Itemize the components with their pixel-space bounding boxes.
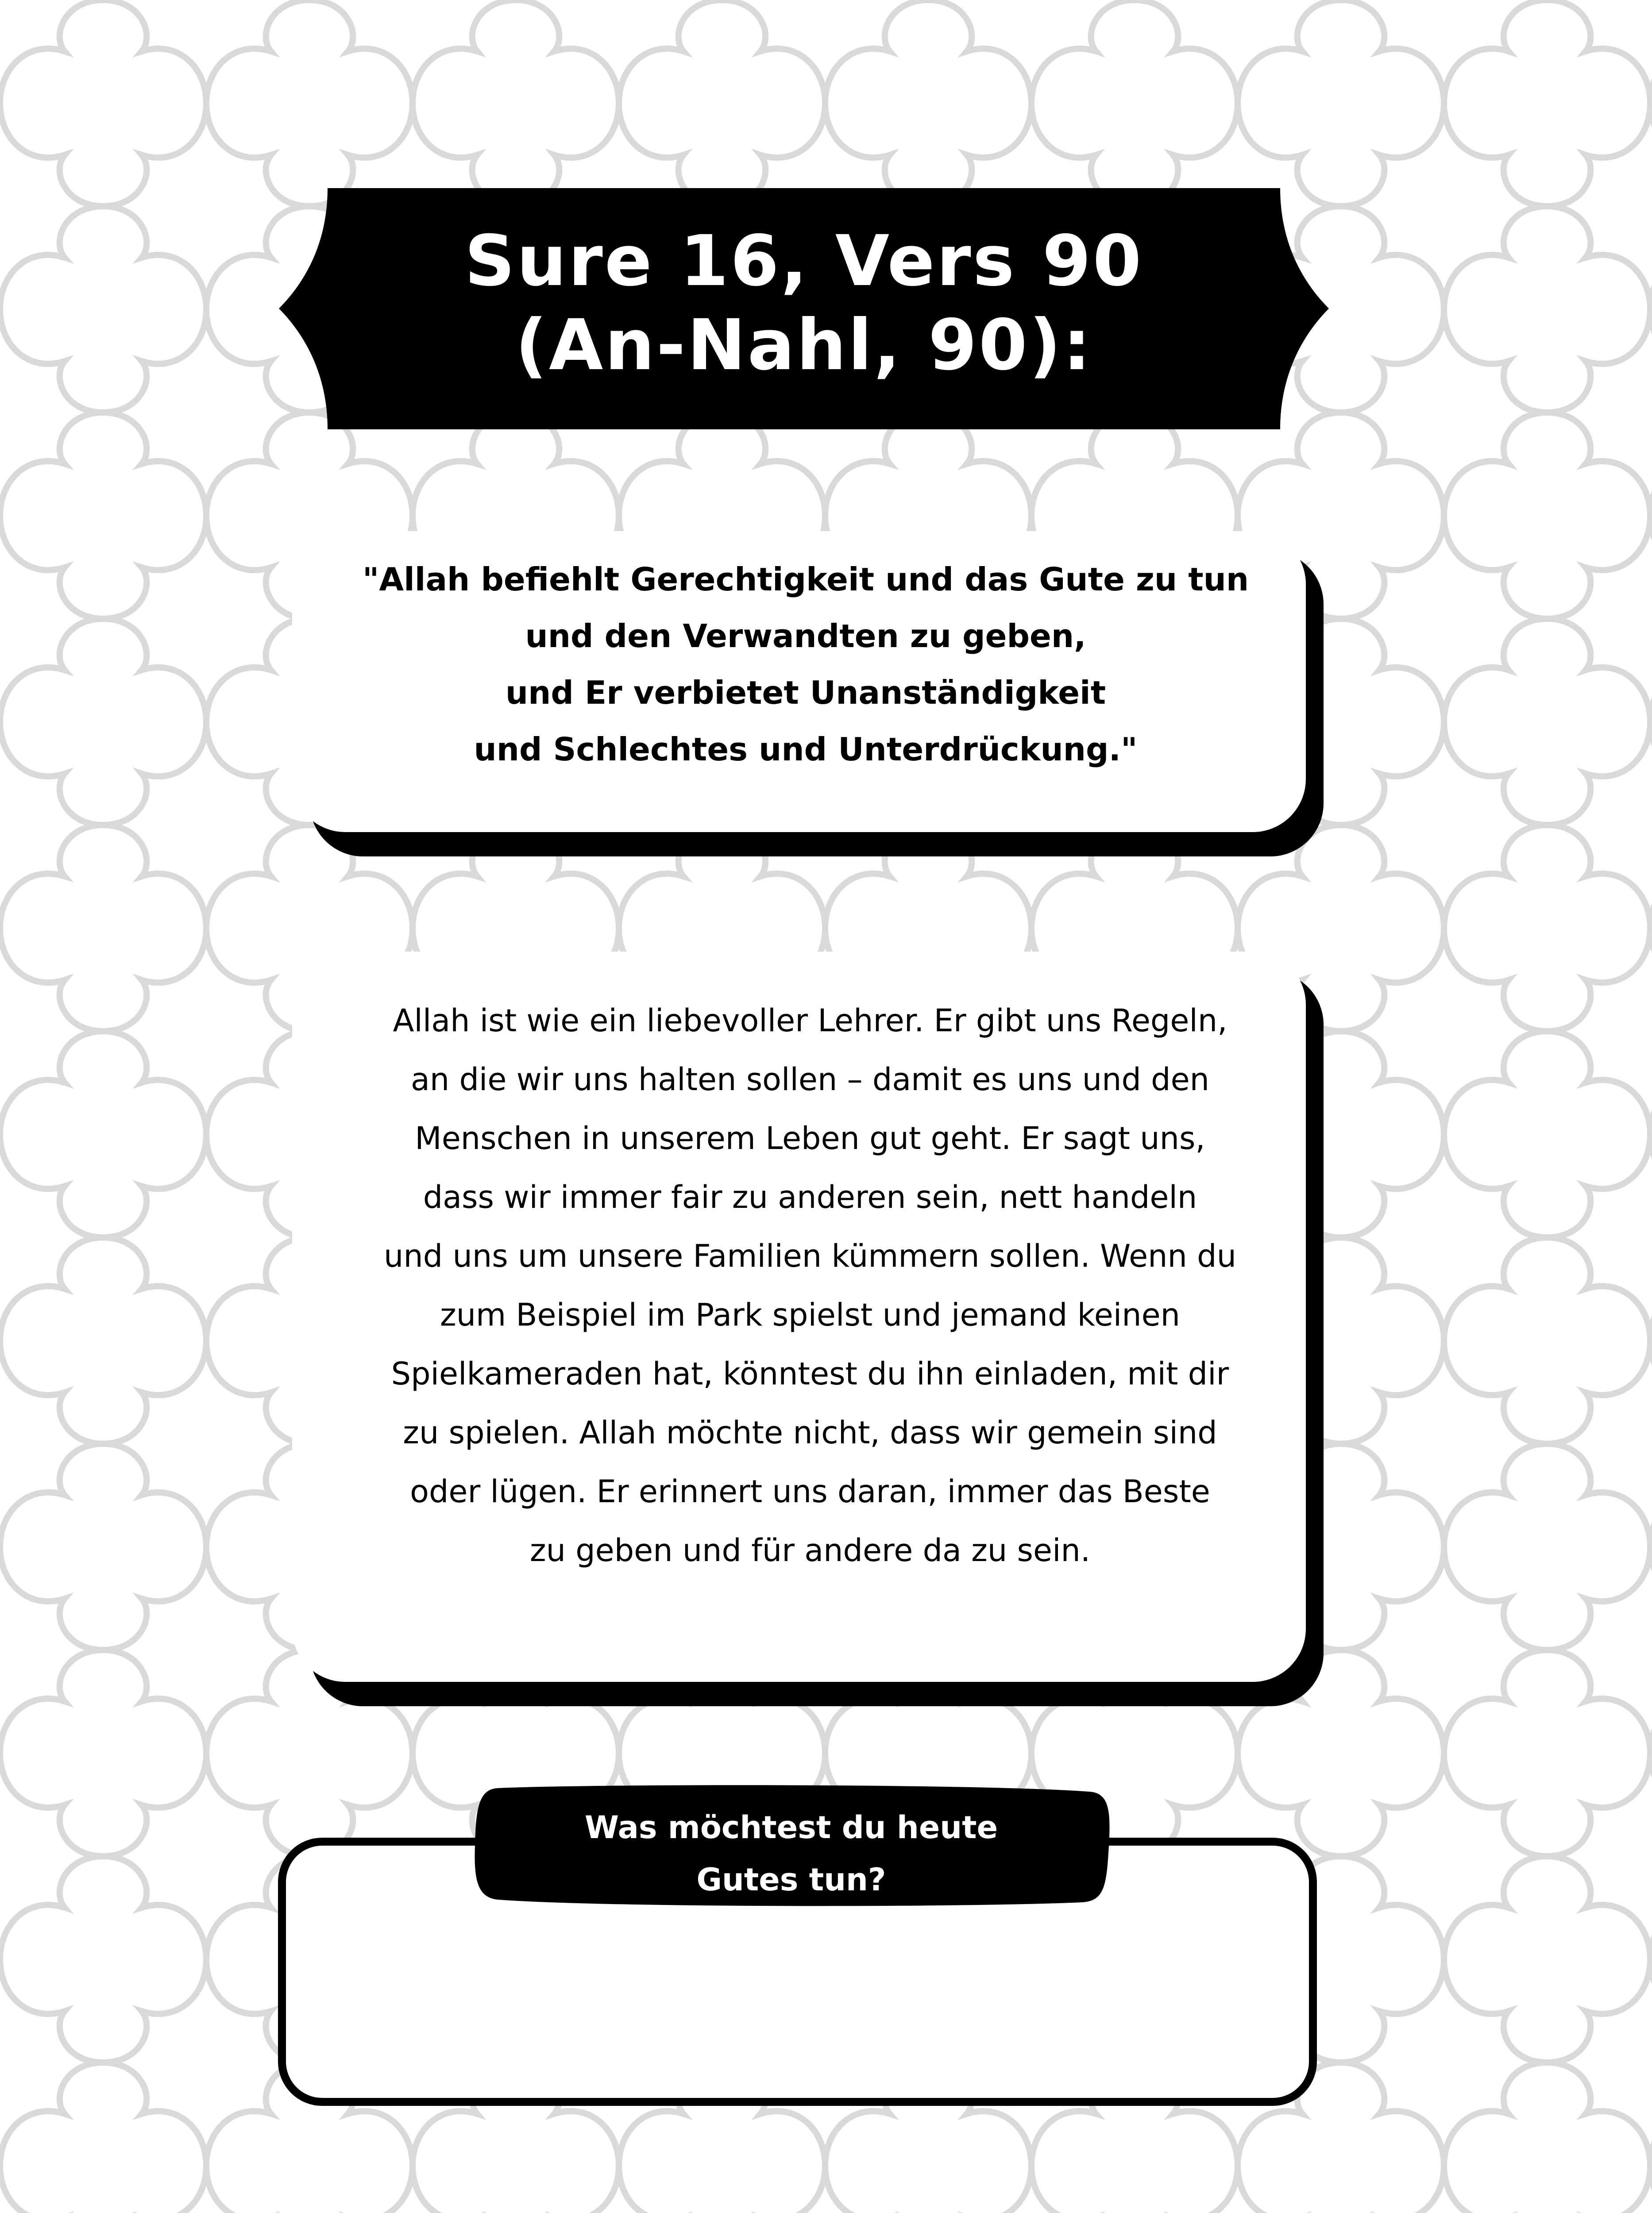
quote-text — [336, 551, 1275, 778]
explanation-line: Allah ist wie ein liebevoller Lehrer. Er gibt uns Regeln, — [393, 1002, 1227, 1039]
prompt-line: Gutes tun? — [696, 1862, 886, 1898]
prompt-label — [471, 1801, 1111, 1906]
explanation-line: und uns um unsere Familien kümmern sollen. Wenn du — [384, 1238, 1236, 1274]
title-line: Sure 16, Vers 90 — [464, 220, 1143, 302]
title-line: (An-Nahl, 90): — [515, 305, 1093, 386]
quote-line: und Schlechtes und Unterdrückung." — [474, 731, 1138, 768]
explanation-line: zu spielen. Allah möchte nicht, dass wir gemein sind — [403, 1415, 1217, 1451]
explanation-line: oder lügen. Er erinnert uns daran, immer das Beste — [410, 1473, 1210, 1510]
explanation-line: dass wir immer fair zu anderen sein, nett handeln — [423, 1179, 1197, 1215]
quote-line: und Er verbietet Unanständigkeit — [505, 674, 1106, 711]
explanation-text — [341, 991, 1279, 1580]
page-title — [323, 219, 1285, 387]
quote-line: "Allah befiehlt Gerechtigkeit und das Gute zu tun — [362, 561, 1249, 598]
explanation-line: Spielkameraden hat, könntest du ihn einladen, mit dir — [391, 1356, 1229, 1392]
explanation-line: Menschen in unserem Leben gut geht. Er sagt uns, — [415, 1120, 1205, 1157]
explanation-line: zu geben und für andere da zu sein. — [529, 1532, 1091, 1569]
explanation-line: zum Beispiel im Park spielst und jemand keinen — [440, 1297, 1181, 1333]
explanation-line: an die wir uns halten sollen – damit es uns und den — [410, 1061, 1210, 1098]
prompt-line: Was möchtest du heute — [584, 1809, 998, 1846]
quote-line: und den Verwandten zu geben, — [525, 617, 1086, 655]
